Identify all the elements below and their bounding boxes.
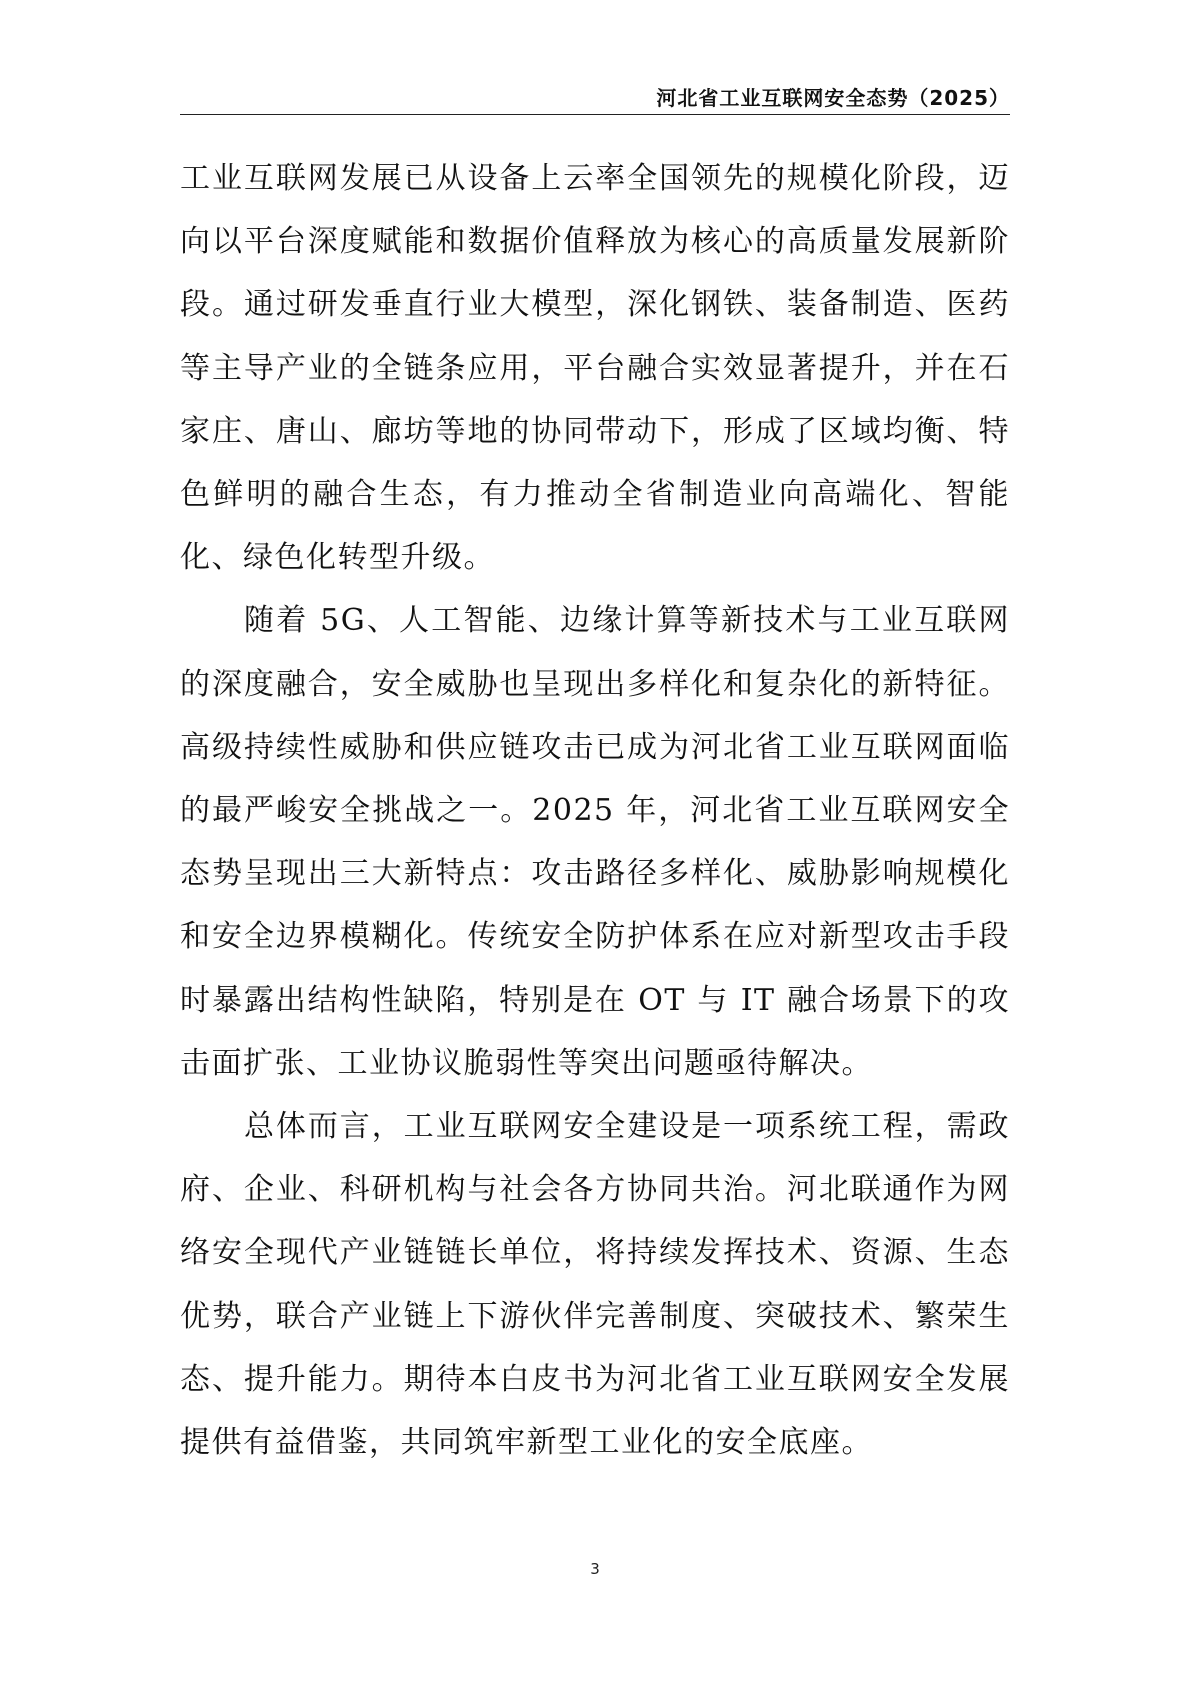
paragraph-3: 总体而言，工业互联网安全建设是一项系统工程，需政府、企业、科研机构与社会各方协同共治。河北联通作为网络安全现代产业链链长单位，将持续发挥技术、资源、生态优势，联合产业链上下游伙伴完善制度、突破技术、繁荣生态、提升能力。期待本白皮书为河北省工业互联网安全发展提供有益借鉴，共同筑牢新型工业化的安全底座。 [180, 1109, 1010, 1461]
page-header [180, 80, 1010, 115]
header-title: 河北省工业互联网安全态势（2025） [656, 86, 1010, 110]
paragraph-2: 随着 5G、人工智能、边缘计算等新技术与工业互联网的深度融合，安全威胁也呈现出多样化和复杂化的新特征。高级持续性威胁和供应链攻击已成为河北省工业互联网面临的最严峻安全挑战之一。2025 年，河北省工业互联网安全态势呈现出三大新特点：攻击路径多样化、威胁影响规模化和安全边界模糊化。传统安全防护体系在应对新型攻击手段时暴露出结构性缺陷，特别是在 OT 与 IT 融合场景下的攻击面扩张、工业协议脆弱性等突出问题亟待解决。 [180, 603, 1010, 1081]
page-number: 3 [590, 1560, 600, 1578]
paragraph-1: 工业互联网发展已从设备上云率全国领先的规模化阶段，迈向以平台深度赋能和数据价值释放为核心的高质量发展新阶段。通过研发垂直行业大模型，深化钢铁、装备制造、医药等主导产业的全链条应用，平台融合实效显著提升，并在石家庄、唐山、廊坊等地的协同带动下，形成了区域均衡、特色鲜明的融合生态，有力推动全省制造业向高端化、智能化、绿色化转型升级。 [180, 161, 1010, 576]
body-text [180, 147, 1010, 1474]
